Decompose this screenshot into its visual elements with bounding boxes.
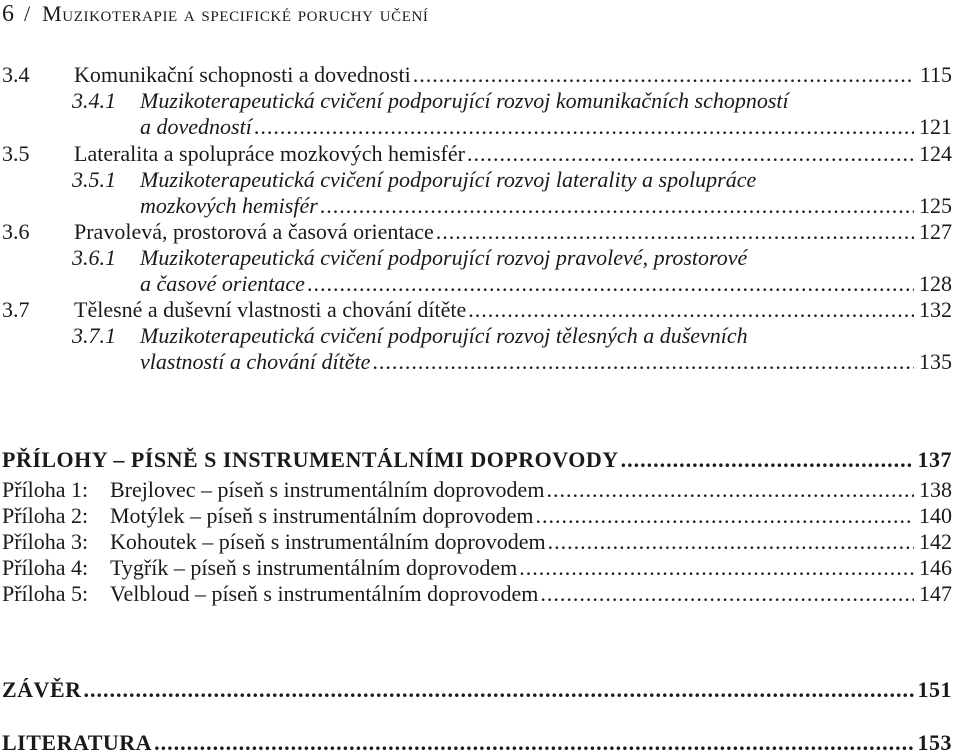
appendix-item-number: Příloha 2: [2,503,89,528]
toc-entry-3-4[interactable] [2,62,952,88]
toc-leader-dots [467,141,914,167]
toc-entry-label-continued: a časové orientace [140,271,305,296]
toc-appendix-item-5[interactable] [2,581,952,607]
toc-appendix-item-1[interactable] [2,477,952,503]
toc-entry-page: 138 [919,477,952,502]
toc-entry-page: 135 [919,349,952,374]
toc-entry-number: 3.4.1 [72,88,116,113]
toc-leader-dots [307,271,914,297]
toc-leader-dots [621,447,914,473]
literature-label: LITERATURA [2,730,153,755]
toc-entry-3-6[interactable] [2,219,952,245]
toc-entry-label: Lateralita a spolupráce mozkových hemisfér [74,141,465,166]
toc-entry-label-continued: vlastností a chování dítěte [140,349,371,374]
toc-entry-number: 3.6.1 [72,245,116,270]
toc-entry-number: 3.5.1 [72,167,116,192]
toc-entry-page: 146 [919,555,952,580]
toc-leader-dots [254,114,914,140]
toc-entry-page: 140 [919,503,952,528]
toc-leader-dots [320,193,914,219]
toc-appendix-item-2[interactable] [2,503,952,529]
toc-entry-label: Tělesné a duševní vlastnosti a chování dítěte [74,297,467,322]
toc-entry-3-4-1-line2[interactable] [140,114,952,140]
toc-entry-number: 3.7.1 [72,323,116,348]
toc-leader-dots [519,555,914,581]
toc-conclusion[interactable] [2,677,952,703]
toc-entry-page: 142 [919,529,952,554]
toc-entry-label-continued: mozkových hemisfér [140,193,318,218]
toc-entry-number: 3.6 [2,219,30,244]
toc-leader-dots [468,297,914,323]
toc-appendix-item-3[interactable] [2,529,952,555]
toc-leader-dots [154,730,914,756]
toc-leader-dots [548,529,914,555]
toc-entry-page: 121 [919,114,952,139]
toc-entry-page: 128 [919,271,952,296]
toc-entry-3-6-1-line2[interactable] [140,271,952,297]
appendix-heading-label: PŘÍLOHY – PÍSNĚ S INSTRUMENTÁLNÍMI DOPROVODY [2,447,619,472]
toc-entry-number: 3.4 [2,62,30,87]
toc-leader-dots [546,477,914,503]
running-header [2,0,429,28]
toc-entry-3-5-1-line1[interactable] [72,167,756,193]
conclusion-label: ZÁVĚR [2,677,82,702]
toc-entry-3-5[interactable] [2,141,952,167]
toc-entry-label: Muzikoterapeutická cvičení podporující rozvoj pravolevé, prostorové [140,245,748,270]
appendix-item-number: Příloha 3: [2,529,89,554]
toc-leader-dots [413,62,914,88]
toc-entry-page: 147 [919,581,952,606]
toc-appendix-heading[interactable] [2,447,952,473]
book-title: Muzikoterapie a specifické poruchy učení [42,1,429,26]
appendix-item-label: Tygřík – píseň s instrumentálním doprovodem [110,555,518,580]
toc-leader-dots [535,503,914,529]
toc-entry-label: Muzikoterapeutická cvičení podporující rozvoj laterality a spolupráce [140,167,757,192]
toc-leader-dots [372,349,914,375]
toc-entry-3-6-1-line1[interactable] [72,245,747,271]
appendix-item-label: Kohoutek – píseň s instrumentálním doprovodem [110,529,546,554]
toc-entry-page: 115 [919,62,952,87]
toc-leader-dots [84,677,914,703]
toc-entry-label: Muzikoterapeutická cvičení podporující rozvoj tělesných a duševních [140,323,748,348]
toc-entry-page: 125 [919,193,952,218]
toc-entry-page: 151 [917,677,952,702]
toc-entry-page: 132 [919,297,952,322]
toc-entry-page: 153 [917,730,952,755]
header-separator: / [24,1,31,26]
appendix-item-number: Příloha 1: [2,477,89,502]
appendix-item-number: Příloha 5: [2,581,89,606]
toc-appendix-item-4[interactable] [2,555,952,581]
toc-entry-label: Pravolevá, prostorová a časová orientace [74,219,434,244]
toc-entry-page: 124 [919,141,952,166]
toc-entry-page: 127 [919,219,952,244]
toc-entry-number: 3.7 [2,297,30,322]
appendix-item-label: Motýlek – píseň s instrumentálním doprovodem [110,503,534,528]
toc-entry-label: Muzikoterapeutická cvičení podporující rozvoj komunikačních schopností [140,88,789,113]
toc-entry-number: 3.5 [2,141,30,166]
toc-entry-3-4-1-line1[interactable] [72,88,789,114]
appendix-item-number: Příloha 4: [2,555,89,580]
page-number: 6 [2,1,14,27]
toc-entry-3-7-1-line1[interactable] [72,323,748,349]
appendix-item-label: Velbloud – píseň s instrumentálním doprovodem [110,581,539,606]
toc-leader-dots [436,219,914,245]
toc-entry-label: Komunikační schopnosti a dovednosti [74,62,411,87]
toc-entry-label-continued: a dovedností [140,114,252,139]
appendix-item-label: Brejlovec – píseň s instrumentálním doprovodem [110,477,545,502]
toc-entry-3-7[interactable] [2,297,952,323]
toc-leader-dots [540,581,914,607]
toc-literature[interactable] [2,730,952,756]
toc-entry-3-7-1-line2[interactable] [140,349,952,375]
toc-entry-page: 137 [917,447,952,472]
toc-entry-3-5-1-line2[interactable] [140,193,952,219]
